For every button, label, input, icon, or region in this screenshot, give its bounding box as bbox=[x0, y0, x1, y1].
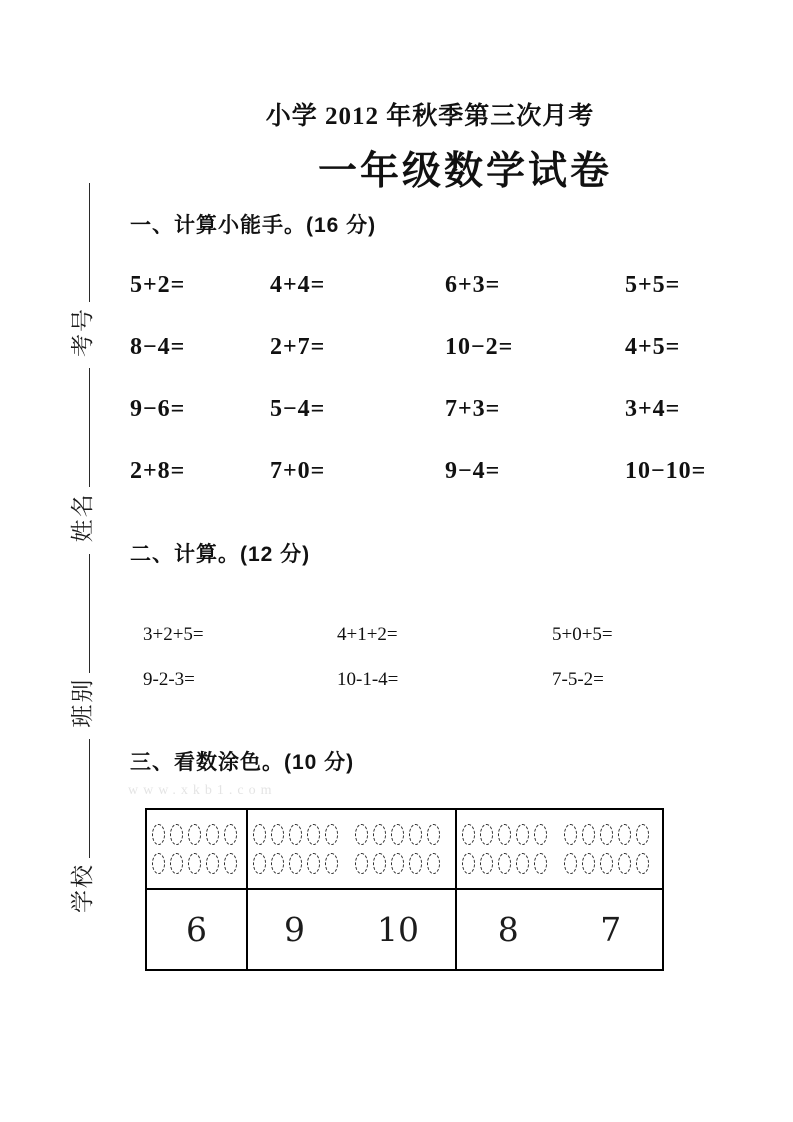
circle-row bbox=[253, 824, 450, 845]
circle-group bbox=[462, 853, 547, 874]
math-problem: 5+2= bbox=[130, 272, 186, 298]
circle-group bbox=[253, 853, 338, 874]
count-circle bbox=[391, 853, 404, 874]
count-circle bbox=[355, 853, 368, 874]
math-problem: 5+5= bbox=[625, 272, 681, 298]
circle-group bbox=[564, 824, 649, 845]
count-circle bbox=[253, 824, 266, 845]
numbers-cell-1 bbox=[147, 890, 248, 969]
margin-group-class bbox=[70, 552, 95, 728]
circle-group bbox=[355, 824, 440, 845]
count-circle bbox=[373, 853, 386, 874]
watermark: www.xkb1.com bbox=[128, 783, 277, 798]
math-problem: 8−4= bbox=[130, 334, 186, 360]
count-circle bbox=[253, 853, 266, 874]
math-problem: 9−4= bbox=[445, 458, 501, 484]
circle-row bbox=[152, 824, 241, 845]
count-circle bbox=[636, 853, 649, 874]
class-label: 班别 bbox=[68, 677, 95, 728]
section2-problems bbox=[143, 612, 763, 702]
count-circle bbox=[373, 824, 386, 845]
count-circle bbox=[152, 824, 165, 845]
circles-cell-1 bbox=[147, 810, 248, 890]
count-circle bbox=[170, 853, 183, 874]
count-circle bbox=[391, 824, 404, 845]
circle-group bbox=[253, 824, 338, 845]
count-circle bbox=[480, 853, 493, 874]
numbers-cell-2 bbox=[248, 890, 457, 969]
count-circle bbox=[206, 824, 219, 845]
count-circle bbox=[636, 824, 649, 845]
count-circle bbox=[516, 853, 529, 874]
circles-cell-3 bbox=[457, 810, 662, 890]
circle-group bbox=[564, 853, 649, 874]
count-circle bbox=[462, 853, 475, 874]
circle-group bbox=[152, 824, 237, 845]
count-circle bbox=[534, 853, 547, 874]
target-number: 7 bbox=[600, 910, 622, 949]
math-problem: 5−4= bbox=[270, 396, 326, 422]
target-number: 6 bbox=[186, 910, 207, 949]
count-circle bbox=[462, 824, 475, 845]
circle-row bbox=[462, 853, 657, 874]
target-number: 9 bbox=[284, 910, 305, 949]
count-circle bbox=[427, 853, 440, 874]
name-label: 姓名 bbox=[68, 492, 95, 543]
circle-row bbox=[152, 853, 241, 874]
math-problem: 4+1+2= bbox=[337, 624, 398, 645]
exam-number-fill-in-line bbox=[88, 183, 90, 302]
section1-problems bbox=[130, 254, 770, 502]
margin-group-exam-number bbox=[70, 181, 95, 357]
math-problem: 3+2+5= bbox=[143, 624, 204, 645]
count-circle bbox=[409, 853, 422, 874]
math-problem: 3+4= bbox=[625, 396, 681, 422]
margin-group-school bbox=[70, 737, 95, 913]
math-problem: 2+8= bbox=[130, 458, 186, 484]
count-circle bbox=[618, 853, 631, 874]
count-circle bbox=[480, 824, 493, 845]
count-circle bbox=[224, 853, 237, 874]
exam-number-label: 考号 bbox=[68, 307, 95, 358]
class-fill-in-line bbox=[88, 554, 90, 673]
count-circle bbox=[307, 824, 320, 845]
section3-heading: 三、看数涂色。(10 分) bbox=[130, 751, 355, 774]
math-problem: 10−2= bbox=[445, 334, 514, 360]
circle-row bbox=[462, 824, 657, 845]
count-circle bbox=[600, 824, 613, 845]
count-circle bbox=[152, 853, 165, 874]
name-fill-in-line bbox=[88, 368, 90, 487]
exam-title: 小学 2012 年秋季第三次月考 bbox=[265, 103, 595, 130]
count-circle bbox=[325, 824, 338, 845]
paper-title: 一年级数学试卷 bbox=[317, 150, 612, 193]
math-problem: 7-5-2= bbox=[552, 669, 604, 690]
school-label: 学校 bbox=[68, 863, 95, 913]
count-circle bbox=[289, 824, 302, 845]
count-circle bbox=[564, 824, 577, 845]
math-problem: 9-2-3= bbox=[143, 669, 195, 690]
math-problem: 10-1-4= bbox=[337, 669, 399, 690]
circle-group bbox=[152, 853, 237, 874]
count-circle bbox=[498, 824, 511, 845]
count-circle bbox=[498, 853, 511, 874]
count-circle bbox=[600, 853, 613, 874]
count-circle bbox=[516, 824, 529, 845]
math-problem: 9−6= bbox=[130, 396, 186, 422]
circle-row bbox=[253, 853, 450, 874]
math-problem: 10−10= bbox=[625, 458, 707, 484]
math-problem: 4+5= bbox=[625, 334, 681, 360]
count-circle bbox=[289, 853, 302, 874]
count-circle bbox=[618, 824, 631, 845]
count-circle bbox=[582, 824, 595, 845]
count-circle bbox=[564, 853, 577, 874]
section2-heading: 二、计算。(12 分) bbox=[130, 543, 311, 566]
numbers-cell-3 bbox=[457, 890, 662, 969]
target-number: 8 bbox=[497, 910, 519, 949]
count-circle bbox=[224, 824, 237, 845]
circles-cell-2 bbox=[248, 810, 457, 890]
math-problem: 2+7= bbox=[270, 334, 326, 360]
school-fill-in-line bbox=[88, 739, 90, 858]
circle-group bbox=[462, 824, 547, 845]
count-circle bbox=[170, 824, 183, 845]
math-problem: 7+3= bbox=[445, 396, 501, 422]
count-circle bbox=[582, 853, 595, 874]
math-problem: 6+3= bbox=[445, 272, 501, 298]
count-circle bbox=[427, 824, 440, 845]
count-circle bbox=[534, 824, 547, 845]
target-number: 10 bbox=[377, 910, 419, 949]
math-problem: 7+0= bbox=[270, 458, 326, 484]
margin-group-name bbox=[70, 366, 95, 542]
math-problem: 4+4= bbox=[270, 272, 326, 298]
count-circle bbox=[325, 853, 338, 874]
count-circle bbox=[271, 853, 284, 874]
count-circle bbox=[188, 824, 201, 845]
count-circle bbox=[206, 853, 219, 874]
count-circle bbox=[271, 824, 284, 845]
count-circle bbox=[188, 853, 201, 874]
count-circle bbox=[307, 853, 320, 874]
count-circle bbox=[355, 824, 368, 845]
math-problem: 5+0+5= bbox=[552, 624, 613, 645]
circle-group bbox=[355, 853, 440, 874]
count-circle bbox=[409, 824, 422, 845]
sealed-margin bbox=[55, 181, 95, 913]
count-and-color-table bbox=[145, 808, 664, 971]
section1-heading: 一、计算小能手。(16 分) bbox=[130, 214, 377, 237]
